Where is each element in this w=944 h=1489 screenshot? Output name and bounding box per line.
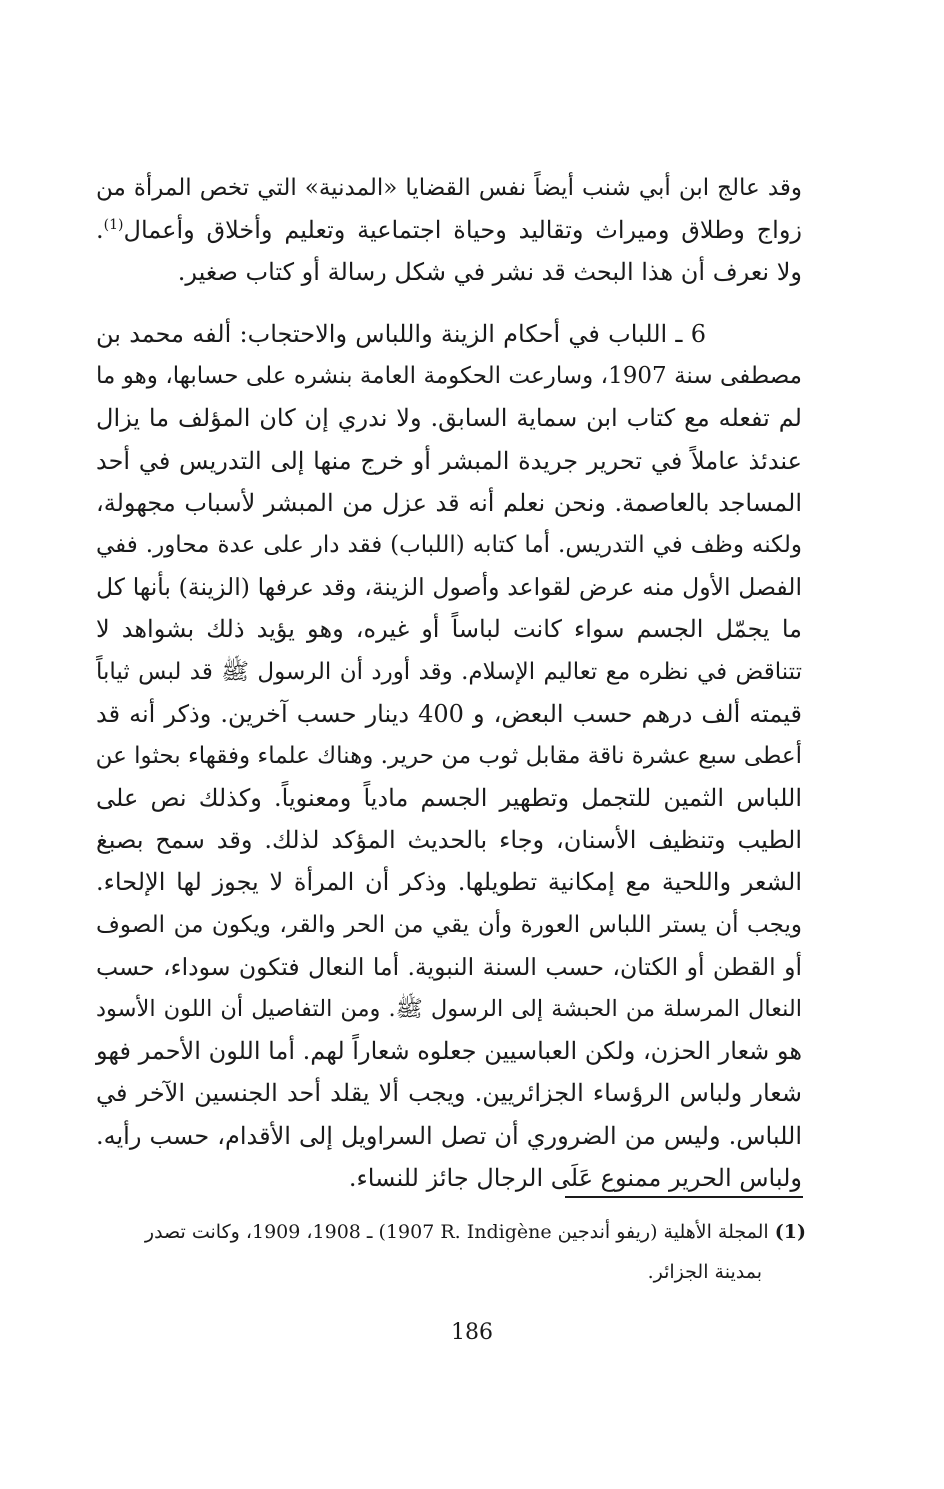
text-line: شعار ولباس الرؤساء الجزائريين. ويجب ألا يقلد أحد الجنسين الآخر في [96, 1079, 802, 1108]
footnote-text-start: المجلة الأهلية (ريفو أندجين [557, 1221, 769, 1243]
text-line: ولباس الحرير ممنوع عَلَى الرجال جائز للنساء. [348, 1163, 802, 1192]
text-line: هو شعار الحزن، ولكن العباسيين جعلوه شعاراً لهم. أما اللون الأحمر فهو [96, 1037, 802, 1066]
footnote-number: (1) [774, 1221, 806, 1243]
footnote-line [96, 1212, 806, 1252]
text-line: عندئذ عاملاً في تحرير جريدة المبشر أو خرج منها إلى التدريس في أحد [96, 446, 802, 475]
paragraph-al-lubab [96, 313, 802, 1199]
text-line: وقد عالج ابن أبي شنب أيضاً نفس القضايا «المدنية» التي تخص المرأة من [96, 175, 802, 201]
text-line: أو القطن أو الكتان، حسب السنة النبوية. أما النعال فتكون سوداء، حسب [96, 952, 802, 981]
text-line: تتناقض في نظره مع تعاليم الإسلام. وقد أورد أن الرسول ﷺ قد لبس ثياباً [96, 658, 802, 685]
text-line: مصطفى سنة 1907، وسارعت الحكومة العامة بنشره على حسابها، وهو ما [96, 363, 802, 390]
text-line: اللباس الثمين للتجمل وتطهير الجسم مادياً ومعنوياً. وكذلك نص على [96, 784, 802, 813]
text-line: الفصل الأول منه عرض لقواعد وأصول الزينة، وقد عرفها (الزينة) بأنها كل [96, 573, 802, 602]
page-number: 186 [451, 1320, 493, 1345]
text-line: لم تفعله مع كتاب ابن سماية السابق. ولا ندري إن كان المؤلف ما يزال [96, 404, 802, 433]
line-text: زواج وطلاق وميراث وتقاليد وحياة اجتماعية وتعليم وأخلاق وأعمال [123, 216, 802, 245]
text-line-heading: 6 ـ اللباب في أحكام الزينة واللباس والاحتجاب: ألفه محمد بن [96, 320, 706, 348]
text-line: النعال المرسلة من الحبشة إلى الرسول ﷺ. ومن التفاصيل أن اللون الأسود [96, 996, 802, 1022]
text-line: ولا نعرف أن هذا البحث قد نشر في شكل رسالة أو كتاب صغير. [177, 258, 802, 287]
paragraph-ibn-abi-shanab [96, 167, 802, 294]
footnote-text-end: 1907) ـ 1908، 1909، وكانت تصدر [144, 1221, 435, 1243]
text-line: الطيب وتنظيف الأسنان، وجاء بالحديث المؤكد لذلك. وقد سمح بصبغ [96, 826, 802, 855]
text-line: ولكنه وظف في التدريس. أما كتابه (اللباب) فقد دار على عدة محاور. ففي [96, 531, 802, 558]
text-line: المساجد بالعاصمة. ونحن نعلم أنه قد عزل من المبشر لأسباب مجهولة، [96, 488, 802, 517]
text-line: الشعر واللحية مع إمكانية تطويلها. وذكر أن المرأة لا يجوز لها الإلحاء. [96, 868, 802, 897]
text-line-with-footnote [96, 209, 802, 251]
text-line: أعطى سبع عشرة ناقة مقابل ثوب من حرير. وهناك علماء وفقهاء بحثوا عن [95, 742, 802, 769]
text-line: ويجب أن يستر اللباس العورة وأن يقي من الحر والقر، ويكون من الصوف [96, 911, 802, 938]
text-line: قيمته ألف درهم حسب البعض، و 400 دينار حسب آخرين. وذكر أنه قد [96, 699, 802, 728]
footnote-latin-title: R. Indigène [440, 1221, 552, 1243]
footnote-reference[interactable]: (1) [103, 217, 124, 234]
footnote [96, 1212, 806, 1292]
footnote-continuation: بمدينة الجزائر. [647, 1261, 762, 1283]
text-line: اللباس. وليس من الضروري أن تصل السراويل إلى الأقدام، حسب رأيه. [96, 1121, 802, 1150]
text-line: ما يجمّل الجسم سواء كانت لباساً أو غيره، وهو يؤيد ذلك بشواهد لا [96, 615, 802, 644]
line-end-punct: . [96, 216, 104, 245]
footnote-separator [565, 1196, 803, 1198]
